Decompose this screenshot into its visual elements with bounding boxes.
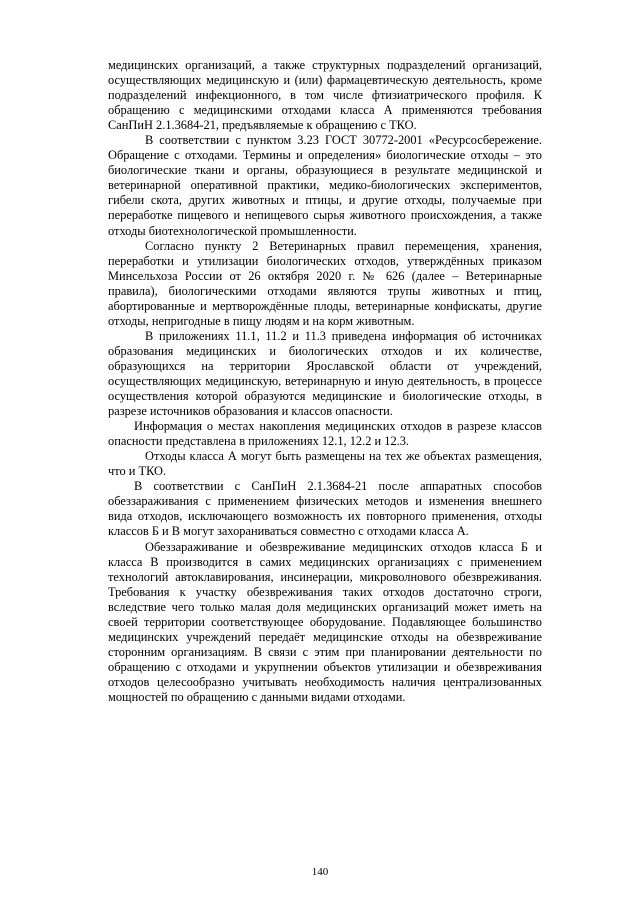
paragraph-4: В приложениях 11.1, 11.2 и 11.3 приведена информация об источниках образования медицинских и биологических отходов и их количестве, образующихся на территории Ярославской области от учреждений, осуществляющих медицинскую, ветеринарную и иную деятельность, в процессе осуществления которой образуются медицинские и биологические отходы, в разрезе источников образования и классов опасности. xyxy=(108,328,542,419)
paragraph-1: медицинских организаций, а также структурных подразделений организаций, осуществляющих медицинскую и (или) фармацевтическую деятельность, кроме подразделений инфекционного, в том числе фтизиатрического профиля. К обращению с медицинскими отходами класса А применяются требования СанПиН 2.1.3684-21, предъявляемые к обращению с ТКО. xyxy=(108,58,542,133)
paragraph-5: Информация о местах накопления медицинских отходов в разрезе классов опасности представлена в приложениях 12.1, 12.2 и 12.3. xyxy=(108,419,542,449)
paragraph-3: Согласно пункту 2 Ветеринарных правил перемещения, хранения, переработки и утилизации биологических отходов, утверждённых приказом Минсельхоза России от 26 октября 2020 г. № 626 (далее – Ветеринарные правила), биологическими отходами являются трупы животных и птиц, абортированные и мертворождённые плоды, ветеринарные конфискаты, другие отходы, непригодные в пищу людям и на корм животным. xyxy=(108,238,542,328)
document-body xyxy=(108,58,542,705)
paragraph-7: В соответствии с СанПиН 2.1.3684-21 после аппаратных способов обеззараживания с применением физических методов и изменения внешнего вида отходов, исключающего возможность их повторного применения, отходы классов Б и В могут захораниваться совместно с отходами класса А. xyxy=(108,479,542,539)
paragraph-8: Обеззараживание и обезвреживание медицинских отходов класса Б и класса В производится в самих медицинских организациях с применением технологий автоклавирования, инсинерации, микроволнового обезвреживания. Требования к участку обезвреживания таких отходов достаточно строги, вследствие чего только малая доля медицинских организаций может иметь на своей территории соответствующее оборудование. Подавляющее большинство медицинских учреждений передаёт медицинские отходы на обезвреживание сторонним организациям. В связи с этим при планировании деятельности по обращению с отходами и укрупнении объектов утилизации и обезвреживания отходов целесообразно учитывать необходимость наличия централизованных мощностей по обращению с данными видами отходами. xyxy=(108,539,542,704)
paragraph-6: Отходы класса А могут быть размещены на тех же объектах размещения, что и ТКО. xyxy=(108,449,542,479)
page-number: 140 xyxy=(311,866,329,878)
paragraph-2: В соответствии с пунктом 3.23 ГОСТ 30772-2001 «Ресурсосбережение. Обращение с отходами. Термины и определения» биологические отходы – это биологические ткани и органы, образующиеся в результате медицинской и ветеринарной оперативной практики, медико-биологических экспериментов, гибели скота, других животных и птицы, и другие отходы, получаемые при переработке пищевого и непищевого сырья животного происхождения, а также отходы биотехнологической промышленности. xyxy=(108,133,542,238)
